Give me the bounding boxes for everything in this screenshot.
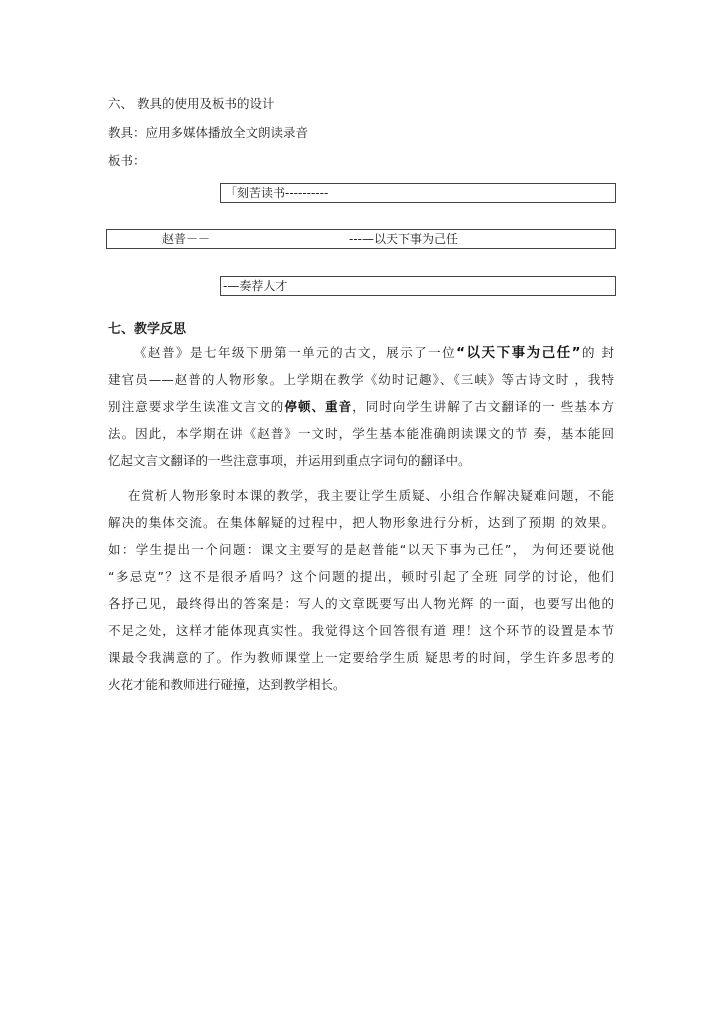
text-segment: 《赵普》是七年级下册第一单元的古文，展示了一位 (134, 345, 457, 360)
paragraph1-line: 建官员——赵普的人物形象。上学期在教学《幼时记趣》、《三峡》等古诗文时 ，我特 (108, 372, 614, 387)
section6-title: 六、 教具的使用及板书的设计 (108, 96, 275, 111)
text-segment: 别注意要求学生读准文言文的 (108, 399, 285, 414)
paragraph1-line (108, 345, 614, 361)
bold-quote: “以天下事为己任” (456, 345, 581, 361)
board-label: 板书： (108, 153, 146, 168)
paragraph2-line: 各抒己见，最终得出的答案是：写人的文章既要写出人物光辉 的一面，也要写出他的 (108, 596, 614, 611)
board-box-recommend-talent (220, 276, 616, 296)
text-segment: ，同时向学生讲解了古文翻译的一 些基本方 (352, 399, 614, 414)
paragraph2-line: 火花才能和教师进行碰撞，达到教学相长。 (108, 677, 346, 692)
paragraph2-line: “多忌克”？这不是很矛盾吗？这个问题的提出，顿时引起了全班 同学的讨论，他们 (108, 569, 614, 584)
board-box-text: -—奏荐人才 (223, 279, 288, 293)
paragraph2-line: 如：学生提出一个问题：课文主要写的是赵普能“以天下事为己任”， 为何还要说他 (108, 542, 614, 557)
bold-emphasis: 停顿、重音 (284, 399, 353, 414)
paragraph1-line: 忆起文言文翻译的一些注意事项，并运用到重点字词句的翻译中。 (108, 453, 471, 468)
board-box-left-text: 赵普－－ (162, 232, 211, 246)
board-box-diligent-study (220, 183, 616, 203)
paragraph2-line: 解决的集体交流。在集体解疑的过程中，把人物形象进行分析，达到了预期 的效果。 (108, 515, 614, 530)
paragraph1-line: 法。因此，本学期在讲《赵普》一文时，学生基本能准确朗读课文的节 奏，基本能回 (108, 426, 614, 441)
paragraph2-line: 不足之处，这样才能体现真实性。我觉得这个回答很有道 理！这个环节的设置是本节 (108, 623, 614, 638)
board-box-text: 「刻苦读书---------- (225, 186, 329, 200)
teaching-tools: 教具：应用多媒体播放全文朗读录音 (108, 125, 309, 140)
paragraph2-line: 在赏析人物形象时本课的教学，我主要让学生质疑、小组合作解决疑难问题，不能 (128, 488, 614, 503)
text-segment: 的 封 (580, 345, 614, 360)
paragraph1-line (108, 399, 614, 415)
board-box-zhao-pu (106, 229, 616, 249)
section7-title: 七、教学反思 (108, 322, 187, 337)
board-box-right-text: ---—以天下事为己任 (349, 232, 458, 246)
paragraph2-line: 课最令我满意的了。作为教师课堂上一定要给学生质 疑思考的时间，学生许多思考的 (108, 650, 614, 665)
